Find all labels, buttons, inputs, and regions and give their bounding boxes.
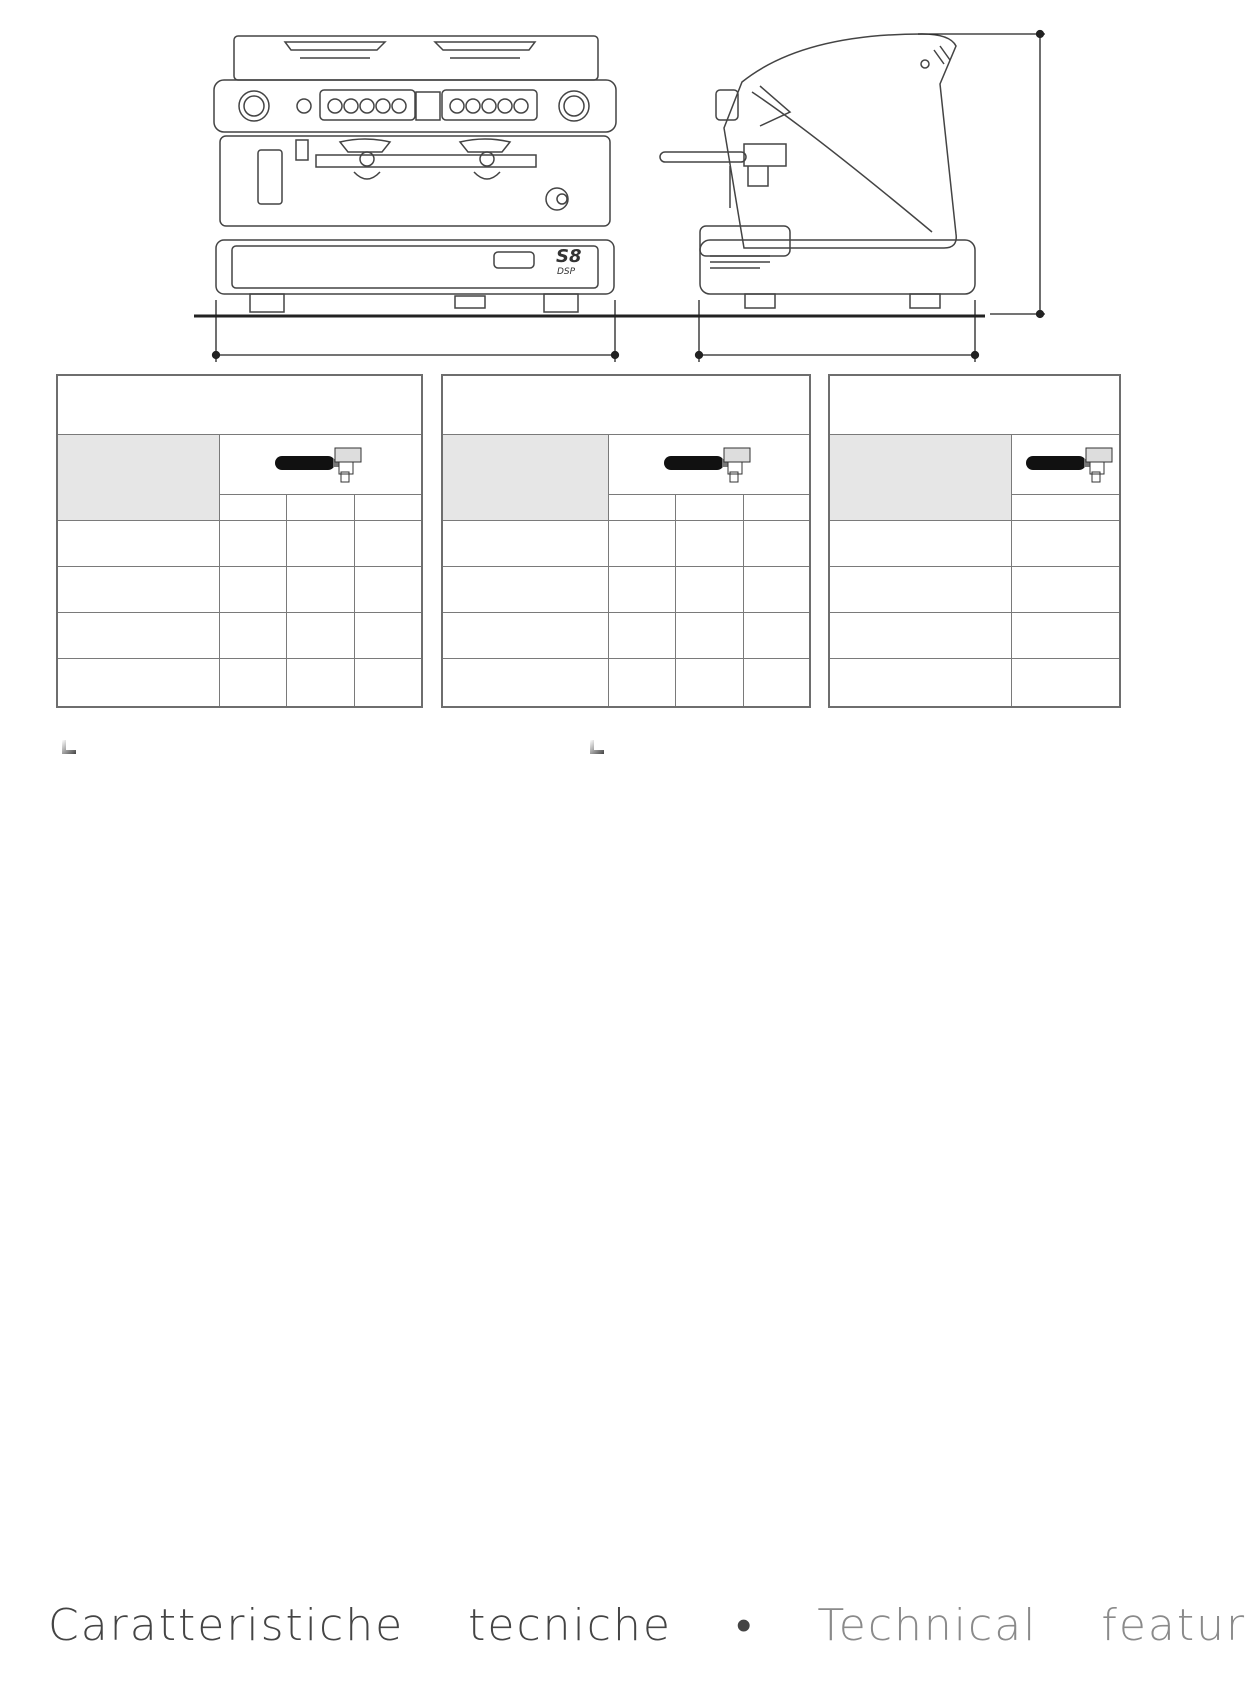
table-cell [220,613,287,659]
sub-header-cell [355,495,421,521]
table-row-label [443,613,609,659]
table-cell [676,567,744,613]
table-row-label [830,567,1012,613]
table-cell [609,567,676,613]
table-cell [355,613,421,659]
table-cell [609,613,676,659]
table-cell [609,521,676,567]
table-cell [676,521,744,567]
table-cell [287,659,355,706]
bullet-marker-icon [588,738,606,756]
machine-drawings [0,0,1190,370]
table-row-label [830,521,1012,567]
table-cell [287,567,355,613]
model-badge-sub: DSP [557,267,576,277]
table-label-header [830,435,1012,521]
table-cell [355,659,421,706]
table-row-label [443,659,609,706]
sub-header-cell [1012,495,1119,521]
portafilter-icon [1012,435,1119,495]
table-row-label [58,659,220,706]
footer-title-english: Technical featur [817,1600,1246,1651]
table-row-label [830,613,1012,659]
footer-separator: • [735,1600,754,1651]
portafilter-icon [609,435,809,495]
table-cell [287,521,355,567]
table-row-label [58,613,220,659]
sub-header-cell [744,495,809,521]
table-cell [355,567,421,613]
table-row-label [58,521,220,567]
table-cell [609,659,676,706]
table-row-label [58,567,220,613]
table-cell [287,613,355,659]
table-title-cell [58,376,421,435]
spec-table-middle [441,374,811,708]
table-cell [220,567,287,613]
table-cell [1012,613,1119,659]
sub-header-cell [609,495,676,521]
page-footer-title [48,1600,1246,1651]
table-cell [220,659,287,706]
spec-table-left [56,374,423,708]
front-view-drawing [214,36,616,312]
sub-header-cell [220,495,287,521]
table-row-label [830,659,1012,706]
table-row-label [443,521,609,567]
table-cell [744,521,809,567]
table-cell [676,659,744,706]
table-label-header [58,435,220,521]
table-cell [1012,521,1119,567]
table-cell [676,613,744,659]
spec-table-right [828,374,1121,708]
table-cell [744,613,809,659]
side-view-drawing [660,34,975,308]
sub-header-cell [676,495,744,521]
table-label-header [443,435,609,521]
table-cell [744,659,809,706]
table-cell [1012,567,1119,613]
table-cell [355,521,421,567]
table-cell [1012,659,1119,706]
bullet-marker-icon [60,738,78,756]
table-title-cell [830,376,1119,435]
table-row-label [443,567,609,613]
portafilter-icon [220,435,421,495]
model-badge: S8 [556,246,582,267]
table-cell [220,521,287,567]
sub-header-cell [287,495,355,521]
table-cell [744,567,809,613]
table-title-cell [443,376,809,435]
footer-title-italian: Caratteristiche tecniche [48,1600,672,1651]
